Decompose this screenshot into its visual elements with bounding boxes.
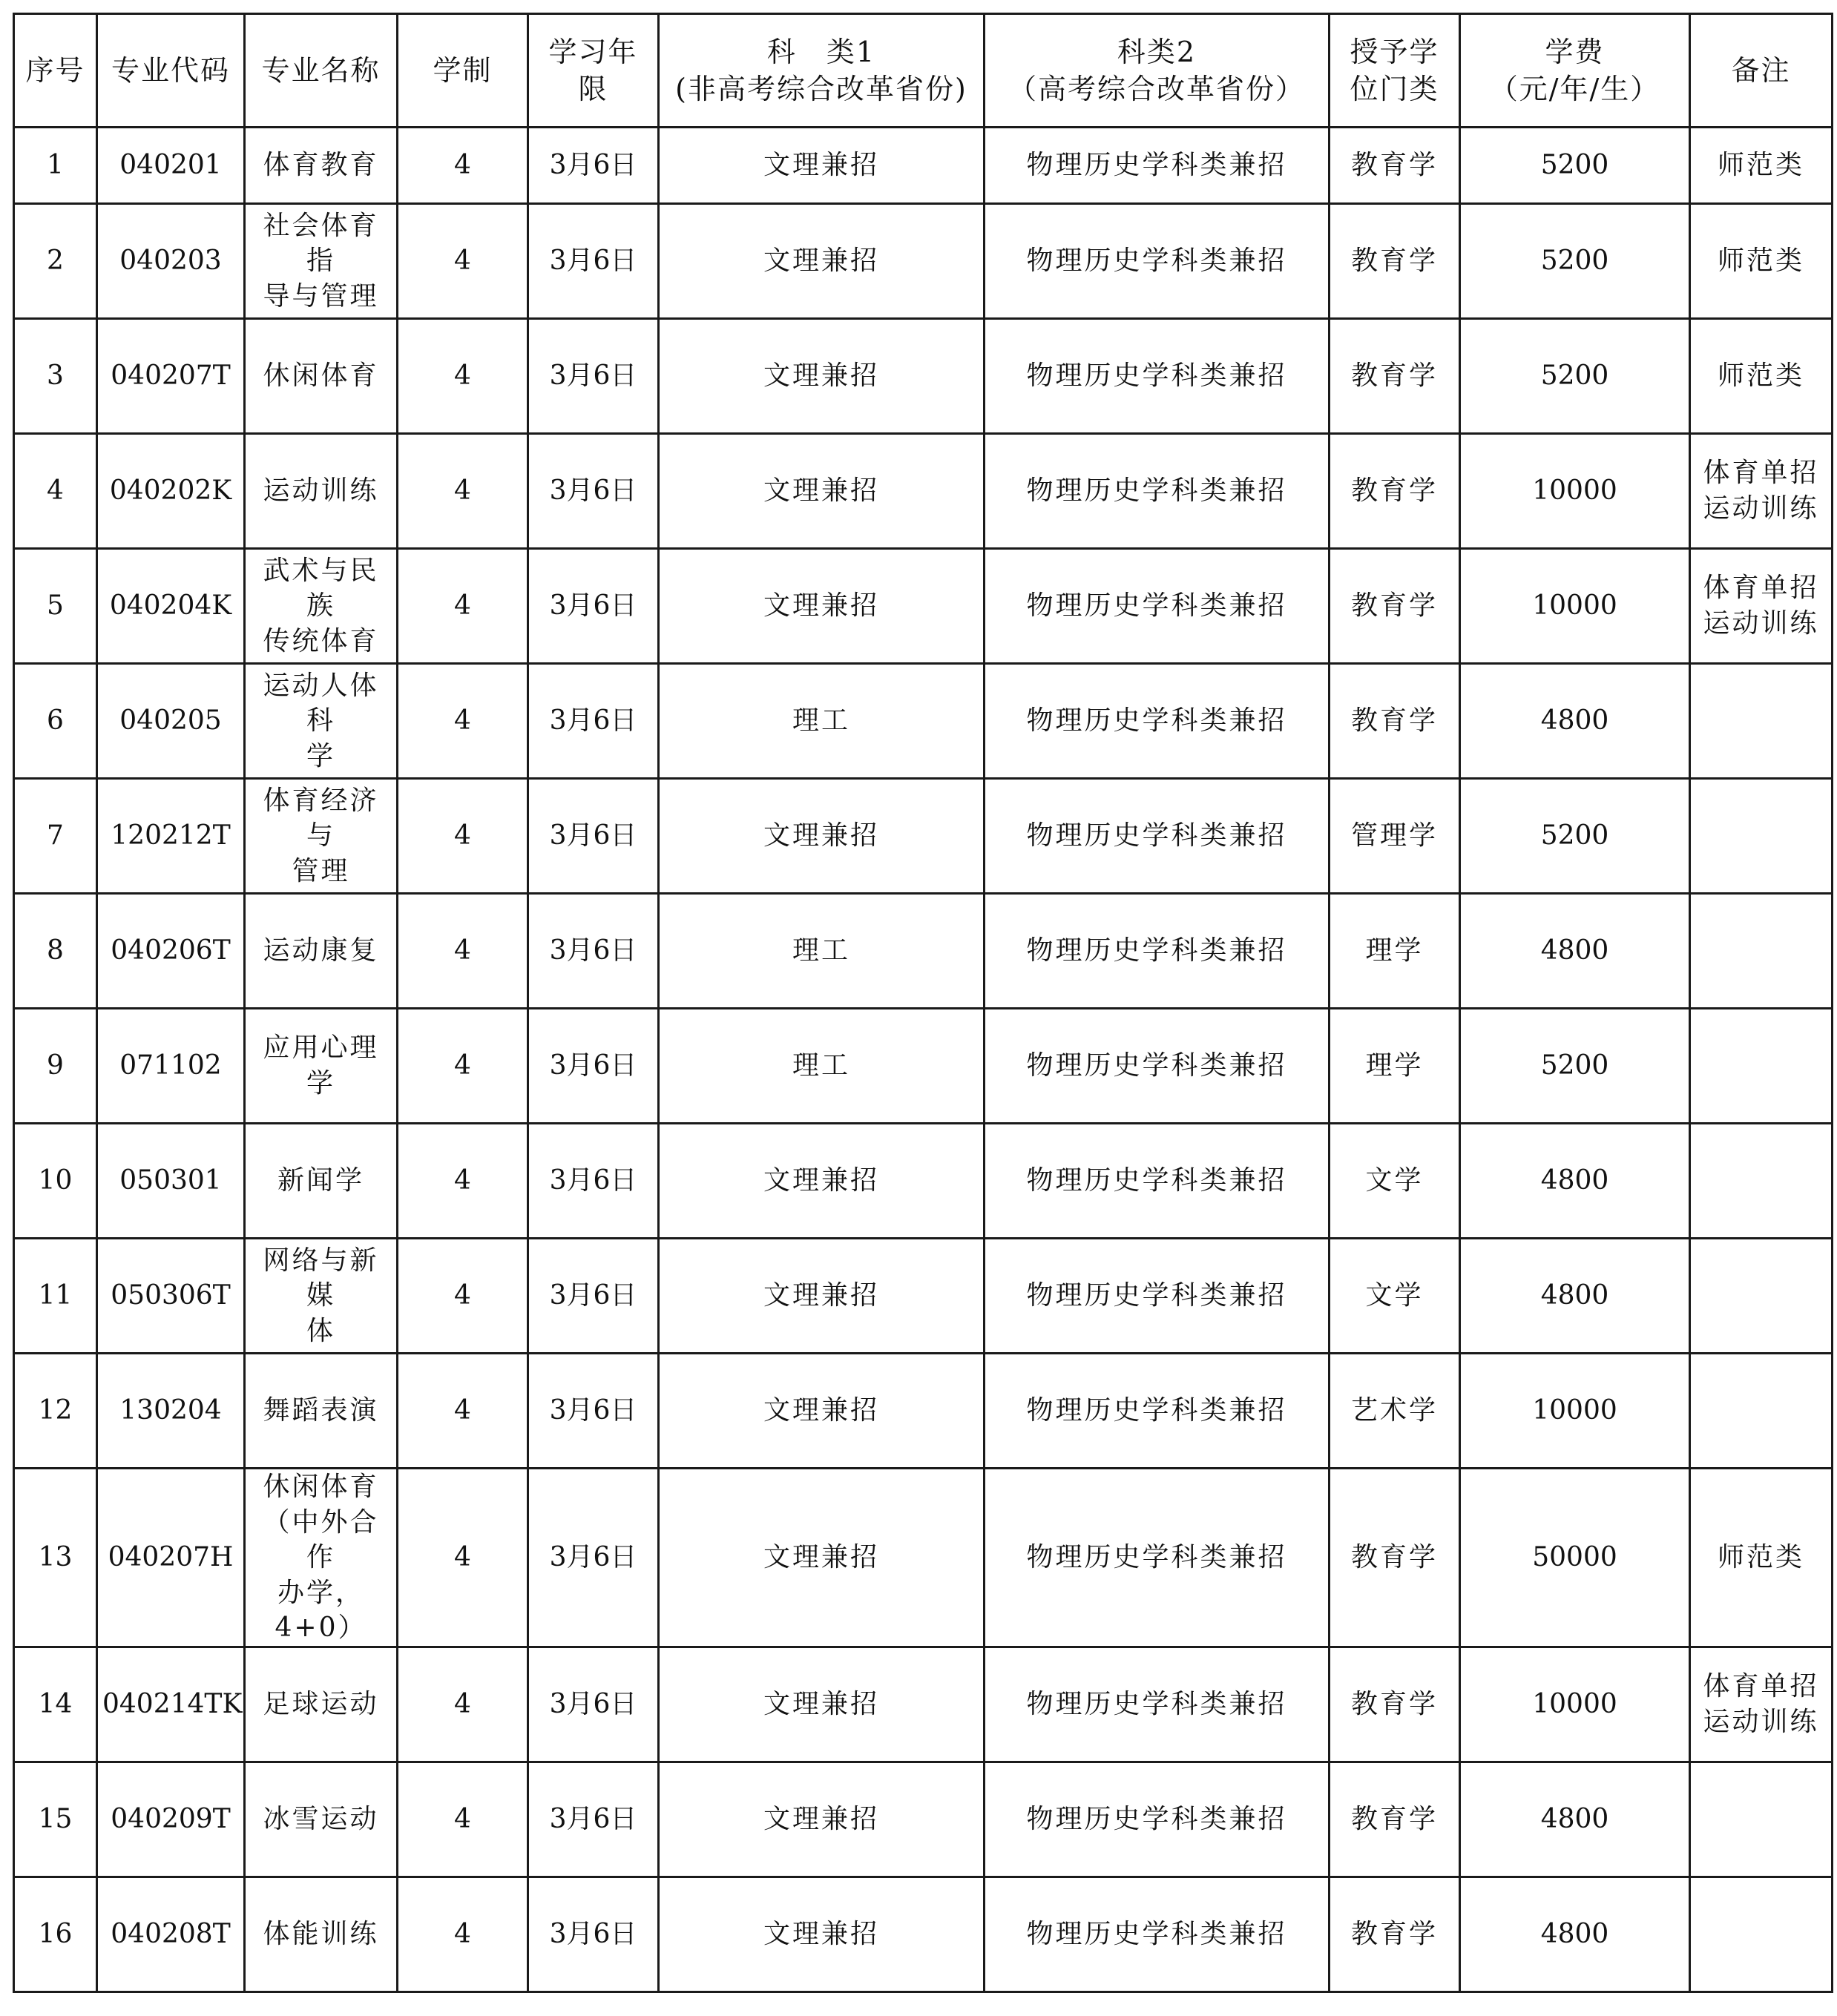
cell-subject-category-2: 物理历史学科类兼招 (985, 1762, 1330, 1877)
table-row (14, 1009, 1833, 1124)
cell-major-name: 社会体育指 导与管理 (245, 204, 398, 319)
cell-remarks: 体育单招 运动训练 (1690, 1647, 1833, 1762)
cell-tuition: 5200 (1460, 128, 1690, 204)
cell-degree-category: 管理学 (1330, 779, 1460, 894)
table-row (14, 1239, 1833, 1354)
cell-subject-category-1: 理工 (659, 664, 985, 779)
cell-index: 1 (14, 128, 97, 204)
header-major-code: 专业代码 (97, 14, 245, 128)
cell-tuition: 10000 (1460, 549, 1690, 664)
cell-duration: 4 (398, 664, 528, 779)
cell-major-code: 120212T (97, 779, 245, 894)
cell-major-name: 武术与民族 传统体育 (245, 549, 398, 664)
cell-study-years: 3月6日 (528, 894, 659, 1009)
cell-subject-category-2: 物理历史学科类兼招 (985, 1647, 1330, 1762)
cell-major-code: 071102 (97, 1009, 245, 1124)
cell-index: 14 (14, 1647, 97, 1762)
table-row (14, 1354, 1833, 1469)
cell-subject-category-2: 物理历史学科类兼招 (985, 128, 1330, 204)
cell-study-years: 3月6日 (528, 1469, 659, 1647)
cell-degree-category: 教育学 (1330, 204, 1460, 319)
table-row (14, 1762, 1833, 1877)
cell-major-name: 体育经济与 管理 (245, 779, 398, 894)
cell-subject-category-1: 文理兼招 (659, 1647, 985, 1762)
cell-degree-category: 教育学 (1330, 434, 1460, 549)
table-row (14, 1877, 1833, 1992)
cell-major-code: 040206T (97, 894, 245, 1009)
cell-index: 2 (14, 204, 97, 319)
cell-duration: 4 (398, 1647, 528, 1762)
cell-subject-category-2: 物理历史学科类兼招 (985, 1009, 1330, 1124)
cell-remarks: 体育单招 运动训练 (1690, 549, 1833, 664)
cell-degree-category: 教育学 (1330, 1469, 1460, 1647)
table-row (14, 1647, 1833, 1762)
cell-subject-category-1: 理工 (659, 894, 985, 1009)
table-row (14, 204, 1833, 319)
cell-subject-category-1: 文理兼招 (659, 1877, 985, 1992)
cell-tuition: 10000 (1460, 434, 1690, 549)
cell-major-name: 运动康复 (245, 894, 398, 1009)
cell-study-years: 3月6日 (528, 319, 659, 434)
cell-tuition: 4800 (1460, 1877, 1690, 1992)
cell-tuition: 4800 (1460, 1124, 1690, 1239)
cell-major-name: 运动训练 (245, 434, 398, 549)
cell-index: 16 (14, 1877, 97, 1992)
cell-index: 13 (14, 1469, 97, 1647)
table-body (14, 128, 1833, 1992)
header-duration: 学制 (398, 14, 528, 128)
cell-study-years: 3月6日 (528, 779, 659, 894)
cell-study-years: 3月6日 (528, 549, 659, 664)
table-row (14, 549, 1833, 664)
header-subject-category-1: 科 类1 (非高考综合改革省份) (659, 14, 985, 128)
cell-study-years: 3月6日 (528, 1647, 659, 1762)
cell-remarks (1690, 1762, 1833, 1877)
cell-duration: 4 (398, 1354, 528, 1469)
cell-major-name: 体育教育 (245, 128, 398, 204)
cell-major-code: 040204K (97, 549, 245, 664)
cell-degree-category: 艺术学 (1330, 1354, 1460, 1469)
cell-tuition: 4800 (1460, 1762, 1690, 1877)
cell-index: 8 (14, 894, 97, 1009)
cell-degree-category: 教育学 (1330, 319, 1460, 434)
table-row (14, 1469, 1833, 1647)
table-row (14, 894, 1833, 1009)
header-remarks: 备注 (1690, 14, 1833, 128)
cell-duration: 4 (398, 779, 528, 894)
cell-remarks (1690, 1239, 1833, 1354)
cell-remarks (1690, 1009, 1833, 1124)
cell-major-code: 050301 (97, 1124, 245, 1239)
table-row (14, 779, 1833, 894)
cell-degree-category: 理学 (1330, 1009, 1460, 1124)
cell-major-name: 网络与新媒 体 (245, 1239, 398, 1354)
cell-remarks (1690, 894, 1833, 1009)
cell-tuition: 10000 (1460, 1647, 1690, 1762)
cell-study-years: 3月6日 (528, 1009, 659, 1124)
cell-study-years: 3月6日 (528, 1877, 659, 1992)
cell-subject-category-2: 物理历史学科类兼招 (985, 1354, 1330, 1469)
major-table (13, 13, 1833, 1993)
cell-major-code: 040208T (97, 1877, 245, 1992)
cell-study-years: 3月6日 (528, 204, 659, 319)
cell-index: 7 (14, 779, 97, 894)
cell-index: 9 (14, 1009, 97, 1124)
cell-major-code: 040205 (97, 664, 245, 779)
cell-major-code: 130204 (97, 1354, 245, 1469)
cell-duration: 4 (398, 128, 528, 204)
cell-subject-category-2: 物理历史学科类兼招 (985, 1239, 1330, 1354)
cell-index: 10 (14, 1124, 97, 1239)
cell-major-code: 040207T (97, 319, 245, 434)
cell-subject-category-1: 文理兼招 (659, 128, 985, 204)
cell-remarks: 体育单招 运动训练 (1690, 434, 1833, 549)
cell-degree-category: 理学 (1330, 894, 1460, 1009)
cell-study-years: 3月6日 (528, 128, 659, 204)
cell-duration: 4 (398, 1009, 528, 1124)
cell-major-code: 040207H (97, 1469, 245, 1647)
cell-duration: 4 (398, 1469, 528, 1647)
cell-major-name: 休闲体育 (245, 319, 398, 434)
cell-tuition: 4800 (1460, 894, 1690, 1009)
header-index: 序号 (14, 14, 97, 128)
cell-duration: 4 (398, 434, 528, 549)
cell-duration: 4 (398, 1762, 528, 1877)
cell-study-years: 3月6日 (528, 1762, 659, 1877)
cell-subject-category-1: 文理兼招 (659, 319, 985, 434)
cell-degree-category: 教育学 (1330, 664, 1460, 779)
header-tuition: 学费 （元/年/生） (1460, 14, 1690, 128)
cell-duration: 4 (398, 204, 528, 319)
cell-duration: 4 (398, 549, 528, 664)
cell-degree-category: 教育学 (1330, 1762, 1460, 1877)
cell-subject-category-2: 物理历史学科类兼招 (985, 894, 1330, 1009)
cell-subject-category-1: 文理兼招 (659, 549, 985, 664)
table-row (14, 434, 1833, 549)
cell-tuition: 50000 (1460, 1469, 1690, 1647)
cell-subject-category-1: 文理兼招 (659, 1469, 985, 1647)
cell-duration: 4 (398, 894, 528, 1009)
cell-degree-category: 教育学 (1330, 1877, 1460, 1992)
cell-degree-category: 文学 (1330, 1124, 1460, 1239)
cell-tuition: 4800 (1460, 664, 1690, 779)
table-row (14, 1124, 1833, 1239)
cell-degree-category: 教育学 (1330, 549, 1460, 664)
cell-subject-category-2: 物理历史学科类兼招 (985, 1124, 1330, 1239)
cell-subject-category-2: 物理历史学科类兼招 (985, 779, 1330, 894)
cell-subject-category-1: 文理兼招 (659, 1762, 985, 1877)
cell-duration: 4 (398, 1877, 528, 1992)
cell-study-years: 3月6日 (528, 664, 659, 779)
cell-degree-category: 教育学 (1330, 1647, 1460, 1762)
cell-study-years: 3月6日 (528, 434, 659, 549)
cell-degree-category: 文学 (1330, 1239, 1460, 1354)
cell-remarks (1690, 779, 1833, 894)
cell-index: 4 (14, 434, 97, 549)
cell-duration: 4 (398, 319, 528, 434)
cell-major-name: 新闻学 (245, 1124, 398, 1239)
cell-major-name: 应用心理学 (245, 1009, 398, 1124)
cell-index: 15 (14, 1762, 97, 1877)
cell-index: 6 (14, 664, 97, 779)
cell-remarks: 师范类 (1690, 1469, 1833, 1647)
cell-subject-category-1: 文理兼招 (659, 779, 985, 894)
cell-major-name: 舞蹈表演 (245, 1354, 398, 1469)
cell-subject-category-1: 文理兼招 (659, 1239, 985, 1354)
cell-remarks (1690, 1124, 1833, 1239)
table-header-row (14, 14, 1833, 128)
cell-subject-category-2: 物理历史学科类兼招 (985, 204, 1330, 319)
cell-remarks: 师范类 (1690, 128, 1833, 204)
cell-remarks: 师范类 (1690, 204, 1833, 319)
cell-tuition: 10000 (1460, 1354, 1690, 1469)
cell-subject-category-1: 理工 (659, 1009, 985, 1124)
cell-major-name: 冰雪运动 (245, 1762, 398, 1877)
cell-subject-category-2: 物理历史学科类兼招 (985, 1877, 1330, 1992)
cell-major-code: 040203 (97, 204, 245, 319)
header-subject-category-2: 科类2 （高考综合改革省份） (985, 14, 1330, 128)
header-study-years: 学习年 限 (528, 14, 659, 128)
cell-major-code: 050306T (97, 1239, 245, 1354)
cell-study-years: 3月6日 (528, 1239, 659, 1354)
table-row (14, 319, 1833, 434)
cell-index: 5 (14, 549, 97, 664)
table-row (14, 664, 1833, 779)
header-degree-category: 授予学 位门类 (1330, 14, 1460, 128)
cell-study-years: 3月6日 (528, 1354, 659, 1469)
cell-subject-category-2: 物理历史学科类兼招 (985, 434, 1330, 549)
cell-degree-category: 教育学 (1330, 128, 1460, 204)
table-row (14, 128, 1833, 204)
cell-subject-category-1: 文理兼招 (659, 434, 985, 549)
cell-subject-category-1: 文理兼招 (659, 1124, 985, 1239)
cell-subject-category-1: 文理兼招 (659, 204, 985, 319)
cell-index: 12 (14, 1354, 97, 1469)
cell-major-code: 040202K (97, 434, 245, 549)
cell-index: 3 (14, 319, 97, 434)
cell-subject-category-1: 文理兼招 (659, 1354, 985, 1469)
cell-remarks (1690, 1354, 1833, 1469)
cell-study-years: 3月6日 (528, 1124, 659, 1239)
cell-major-name: 足球运动 (245, 1647, 398, 1762)
cell-tuition: 5200 (1460, 319, 1690, 434)
cell-index: 11 (14, 1239, 97, 1354)
cell-tuition: 5200 (1460, 204, 1690, 319)
cell-major-code: 040214TK (97, 1647, 245, 1762)
cell-tuition: 4800 (1460, 1239, 1690, 1354)
cell-subject-category-2: 物理历史学科类兼招 (985, 1469, 1330, 1647)
cell-remarks (1690, 1877, 1833, 1992)
cell-major-code: 040201 (97, 128, 245, 204)
header-major-name: 专业名称 (245, 14, 398, 128)
cell-major-name: 体能训练 (245, 1877, 398, 1992)
cell-subject-category-2: 物理历史学科类兼招 (985, 664, 1330, 779)
cell-tuition: 5200 (1460, 779, 1690, 894)
cell-major-code: 040209T (97, 1762, 245, 1877)
cell-duration: 4 (398, 1239, 528, 1354)
cell-subject-category-2: 物理历史学科类兼招 (985, 549, 1330, 664)
cell-remarks (1690, 664, 1833, 779)
cell-duration: 4 (398, 1124, 528, 1239)
cell-major-name: 休闲体育 （中外合作 办学， 4+0） (245, 1469, 398, 1647)
cell-subject-category-2: 物理历史学科类兼招 (985, 319, 1330, 434)
cell-major-name: 运动人体科 学 (245, 664, 398, 779)
cell-tuition: 5200 (1460, 1009, 1690, 1124)
cell-remarks: 师范类 (1690, 319, 1833, 434)
